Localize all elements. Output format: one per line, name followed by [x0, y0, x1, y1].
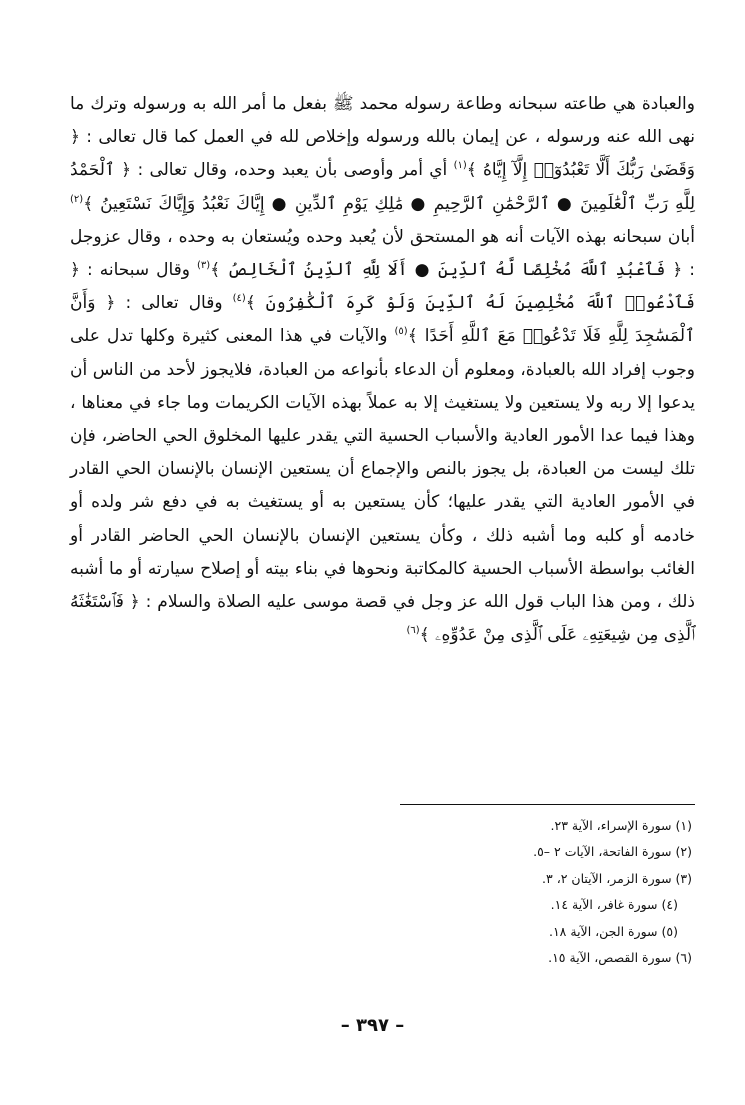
ornate-brace-open: ﴿: [105, 293, 116, 314]
ornate-brace-close: ﴾: [245, 293, 256, 314]
ornate-brace-open: ﴿: [70, 127, 80, 148]
footnote-mark-4: (٤): [232, 293, 246, 305]
quran-verse-4: فَٱدْعُوا۟ ٱللَّهَ مُخْلِصِينَ لَهُ ٱلدِّينَ وَلَوْ كَرِهَ ٱلْكَٰفِرُونَ: [265, 293, 696, 314]
text-segment-6: والآيات في هذا المعنى كثيرة وكلها تدل على وجوب إفراد الله بالعبادة، ومعلوم أن الدعاء بأنواعه من العبادة، فلايجوز لأحد من الناس أن يدعوا إلا ربه ولا يستعين ولا يستغيث إلا به عملاً بهذه الآيات الكريمات وما جاء في معناها ، وهذا فيما عدا الأمور العادية والأسباب الحسية التي يقدر عليها المخلوق الحي الحاضر، فإن تلك ليست من العبادة، بل يجوز بالنص والإجماع أن يستعين الإنسان بالإنسان الحي القادر في الأمور العادية التي يقدر عليها؛ كأن يستعين به أو يستغيث به في دفع شر ولده أو خادمه أو كلبه وما أشبه ذلك ، وكأن يستعين الإنسان بالإنسان الحي الحاضر القادر أو الغائب بواسطة الأسباب الحسية كالمكاتبة ونحوها في بناء بيته أو إصلاح سيارته أو ما أشبه ذلك ، ومن هذا الباب قول الله عز وجل في قصة موسى عليه الصلاة والسلام :: [70, 326, 696, 613]
footnote-mark-5: (٥): [394, 326, 408, 338]
footnote-item: [380, 813, 692, 839]
quran-verse-1: وَقَضَىٰ رَبُّكَ أَلَّا تَعْبُدُوٓا۟ إِلَّآ إِيَّاهُ: [483, 160, 695, 181]
quran-verse-2: ٱلْحَمْدُ لِلَّهِ رَبِّ ٱلْعَٰلَمِينَ ● ٱلرَّحْمَٰنِ ٱلرَّحِيمِ ● مَٰلِكِ يَوْمِ ٱلدِّينِ ● إِيَّاكَ نَعْبُدُ وَإِيَّاكَ نَسْتَعِينُ: [70, 160, 695, 214]
ornate-brace-close: ﴾: [83, 193, 94, 214]
footnote-item: [380, 945, 692, 971]
ornate-brace-open: ﴿: [70, 260, 80, 281]
text-segment-5: وقال تعالى :: [125, 293, 223, 314]
footnote-text: (٥) سورة الجن، الآية ١٨.: [548, 923, 678, 939]
ornate-brace-close: ﴾: [407, 326, 418, 347]
ornate-brace-open: ﴿: [672, 260, 683, 281]
footnote-mark-2: (٢): [70, 193, 84, 205]
quran-verse-3: فَٱعْبُدِ ٱللَّهَ مُخْلِصًا لَّهُ ٱلدِّينَ ● أَلَا لِلَّهِ ٱلدِّينُ ٱلْخَالِصُ: [227, 260, 666, 281]
text-segment-2: أي أمر وأوصى بأن يعبد وحده، وقال تعالى :: [137, 160, 448, 181]
footnote-text: (٣) سورة الزمر، الآيتان ٢، ٣.: [542, 870, 692, 886]
footnotes-list: [380, 813, 692, 971]
footnote-item: [380, 919, 692, 945]
ornate-brace-open: ﴿: [129, 592, 140, 613]
text-segment-4: وقال سبحانه :: [86, 260, 190, 281]
footnote-text: (١) سورة الإسراء، الآية ٢٣.: [550, 818, 692, 833]
main-text: [70, 88, 695, 652]
ornate-brace-close: ﴾: [419, 625, 430, 646]
footnote-text: (٦) سورة القصص، الآية ١٥.: [548, 949, 692, 965]
footnote-separator: [400, 804, 695, 805]
text-segment-1: والعبادة هي طاعته سبحانه وطاعة رسوله محمد ﷺ بفعل ما أمر الله به ورسوله وترك ما نهى الله عنه ورسوله ، عن إيمان بالله ورسوله وإخلاص لله في العمل كما قال تعالى :: [70, 94, 696, 148]
footnote-text: (٤) سورة غافر، الآية ١٤.: [550, 897, 678, 913]
footnote-mark-3: (٣): [197, 260, 211, 272]
footnote-item: [380, 892, 692, 918]
quran-verse-5: وَأَنَّ ٱلْمَسَٰجِدَ لِلَّهِ فَلَا تَدْعُوا۟ مَعَ ٱللَّهِ أَحَدًا: [70, 293, 696, 347]
text-segment-3: أبان سبحانه بهذه الآيات أنه هو المستحق لأن يُعبد وحده ويُستعان به وحده ، وقال عزوجل :: [70, 226, 696, 281]
ornate-brace-open: ﴿: [121, 160, 132, 181]
ornate-brace-close: ﴾: [210, 260, 221, 281]
footnote-mark-6: (٦): [406, 625, 420, 637]
page-number: – ٣٩٧ –: [340, 1015, 405, 1036]
quran-verse-6: فَٱسْتَغَٰثَهُ ٱلَّذِى مِن شِيعَتِهِۦ عَلَى ٱلَّذِى مِنْ عَدُوِّهِۦ: [70, 592, 695, 646]
ornate-brace-close: ﴾: [466, 160, 477, 181]
footnote-item: [380, 866, 692, 892]
footnote-item: [380, 839, 692, 865]
footnote-text: (٢) سورة الفاتحة، الآيات ٢ –٥.: [533, 844, 692, 860]
footnote-mark-1: (١): [453, 160, 467, 172]
